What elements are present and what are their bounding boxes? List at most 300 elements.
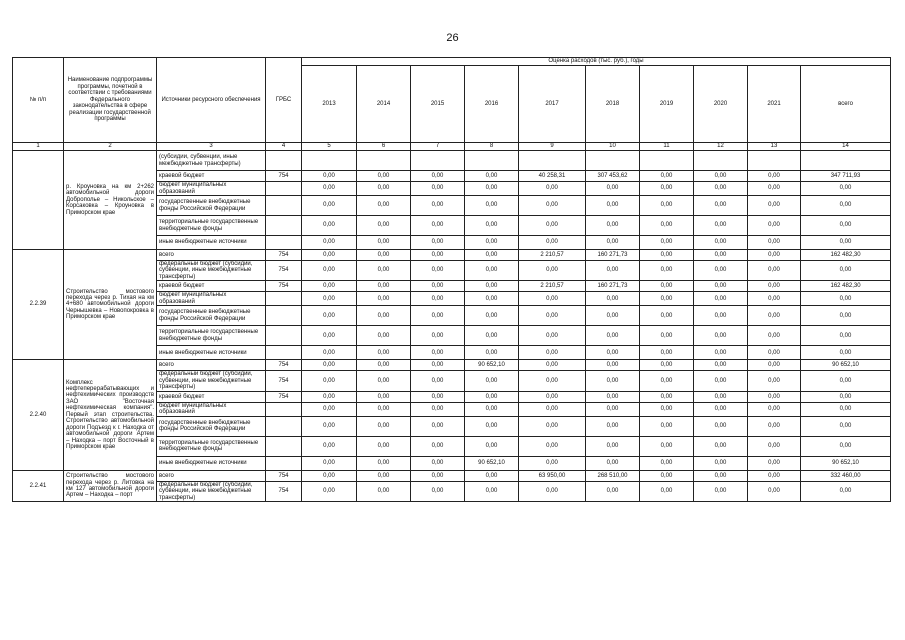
row-number: 2.2.41 xyxy=(13,470,64,501)
grbs-code: 754 xyxy=(266,360,302,371)
header-year: 2017 xyxy=(519,66,586,143)
amount-cell: 0,00 xyxy=(801,402,891,416)
amount-cell: 0,00 xyxy=(411,391,465,402)
grbs-code xyxy=(266,326,302,346)
grbs-code xyxy=(266,416,302,436)
amount-cell: 0,00 xyxy=(640,196,694,216)
amount-cell: 332 460,00 xyxy=(801,470,891,481)
column-number: 11 xyxy=(640,143,694,151)
amount-cell: 0,00 xyxy=(357,391,411,402)
column-number: 3 xyxy=(157,143,266,151)
grbs-code xyxy=(266,402,302,416)
amount-cell: 0,00 xyxy=(801,261,891,281)
amount-cell: 0,00 xyxy=(465,371,519,391)
project-name: р. Кроуновка на км 2+262 автомобильной дороги Доброполье – Никольское – Корсаковка – Кроуновка в Приморском крае xyxy=(64,151,157,250)
amount-cell: 0,00 xyxy=(694,281,748,292)
amount-cell: 0,00 xyxy=(801,196,891,216)
amount-cell: 0,00 xyxy=(357,326,411,346)
table-row xyxy=(13,250,891,261)
amount-cell: 0,00 xyxy=(302,470,357,481)
amount-cell: 0,00 xyxy=(801,326,891,346)
amount-cell: 90 652,10 xyxy=(801,456,891,470)
amount-cell: 0,00 xyxy=(748,371,801,391)
amount-cell: 0,00 xyxy=(465,171,519,182)
amount-cell: 0,00 xyxy=(640,261,694,281)
table-row xyxy=(13,470,891,481)
amount-cell: 0,00 xyxy=(357,216,411,236)
column-number: 13 xyxy=(748,143,801,151)
amount-cell: 0,00 xyxy=(640,436,694,456)
funding-source: иные внебюджетные источники xyxy=(157,236,266,250)
amount-cell: 0,00 xyxy=(519,261,586,281)
funding-source: всего xyxy=(157,470,266,481)
column-number: 4 xyxy=(266,143,302,151)
funding-source: федеральный бюджет (субсидии, субвенции, иные межбюджетные трансферты) xyxy=(157,261,266,281)
amount-cell: 0,00 xyxy=(694,236,748,250)
grbs-code: 754 xyxy=(266,470,302,481)
amount-cell: 0,00 xyxy=(748,456,801,470)
amount-cell: 0,00 xyxy=(640,456,694,470)
funding-source: территориальные государственные внебюджетные фонды xyxy=(157,436,266,456)
header-expense-span: Оценка расходов (тыс. руб.), годы xyxy=(302,58,891,66)
amount-cell: 0,00 xyxy=(640,306,694,326)
amount-cell: 0,00 xyxy=(302,360,357,371)
funding-source: всего xyxy=(157,360,266,371)
header-name: Наименование подпрограммы программы, почетной в соответствии с требованиями Федерального законодательства в сфере реализации государственной программы xyxy=(64,58,157,143)
amount-cell xyxy=(357,151,411,171)
amount-cell: 0,00 xyxy=(302,346,357,360)
amount-cell: 0,00 xyxy=(640,360,694,371)
amount-cell: 0,00 xyxy=(411,182,465,196)
amount-cell: 0,00 xyxy=(465,236,519,250)
amount-cell: 0,00 xyxy=(357,261,411,281)
amount-cell: 0,00 xyxy=(586,481,640,501)
amount-cell: 0,00 xyxy=(519,292,586,306)
amount-cell: 0,00 xyxy=(586,306,640,326)
amount-cell xyxy=(465,151,519,171)
amount-cell: 0,00 xyxy=(586,436,640,456)
funding-source: федеральный бюджет (субсидии, субвенции, иные межбюджетные трансферты) xyxy=(157,481,266,501)
grbs-code: 754 xyxy=(266,281,302,292)
amount-cell: 0,00 xyxy=(357,470,411,481)
amount-cell: 0,00 xyxy=(411,236,465,250)
amount-cell: 0,00 xyxy=(302,261,357,281)
amount-cell: 90 652,10 xyxy=(801,360,891,371)
amount-cell xyxy=(748,151,801,171)
amount-cell: 162 482,30 xyxy=(801,250,891,261)
amount-cell: 0,00 xyxy=(465,416,519,436)
amount-cell: 0,00 xyxy=(748,470,801,481)
amount-cell: 0,00 xyxy=(357,481,411,501)
amount-cell: 0,00 xyxy=(465,182,519,196)
amount-cell: 0,00 xyxy=(519,326,586,346)
amount-cell: 0,00 xyxy=(519,371,586,391)
amount-cell: 0,00 xyxy=(411,402,465,416)
amount-cell: 0,00 xyxy=(302,481,357,501)
amount-cell: 0,00 xyxy=(519,346,586,360)
amount-cell: 0,00 xyxy=(640,416,694,436)
amount-cell: 0,00 xyxy=(748,261,801,281)
amount-cell: 0,00 xyxy=(640,391,694,402)
amount-cell: 0,00 xyxy=(694,416,748,436)
amount-cell: 0,00 xyxy=(586,360,640,371)
amount-cell xyxy=(411,151,465,171)
amount-cell: 0,00 xyxy=(357,292,411,306)
amount-cell: 0,00 xyxy=(748,306,801,326)
amount-cell: 0,00 xyxy=(586,236,640,250)
amount-cell: 0,00 xyxy=(519,360,586,371)
amount-cell: 0,00 xyxy=(748,281,801,292)
column-number: 14 xyxy=(801,143,891,151)
amount-cell xyxy=(302,151,357,171)
amount-cell: 0,00 xyxy=(411,360,465,371)
amount-cell: 0,00 xyxy=(640,281,694,292)
amount-cell xyxy=(586,151,640,171)
amount-cell: 0,00 xyxy=(640,182,694,196)
grbs-code xyxy=(266,182,302,196)
amount-cell: 0,00 xyxy=(411,216,465,236)
amount-cell: 0,00 xyxy=(411,281,465,292)
funding-source: краевой бюджет xyxy=(157,281,266,292)
grbs-code xyxy=(266,292,302,306)
funding-source: государственные внебюджетные фонды Российской Федерации xyxy=(157,416,266,436)
amount-cell xyxy=(801,151,891,171)
project-name: Комплекс нефтеперерабатывающих и нефтехимических производств ЗАО "Восточная нефтехимическая компания". Первый этап строительства. Строительство автомобильной дороги Подъезд к г. Находка от автомобильной дороги Артем – Находка – порт Восточный в Приморском крае xyxy=(64,360,157,470)
amount-cell: 0,00 xyxy=(302,436,357,456)
amount-cell: 0,00 xyxy=(801,416,891,436)
amount-cell: 0,00 xyxy=(302,391,357,402)
header-year: 2015 xyxy=(411,66,465,143)
funding-source: государственные внебюджетные фонды Российской Федерации xyxy=(157,306,266,326)
amount-cell: 0,00 xyxy=(748,346,801,360)
amount-cell: 0,00 xyxy=(748,236,801,250)
column-number-row xyxy=(13,143,891,151)
amount-cell: 0,00 xyxy=(748,436,801,456)
amount-cell: 0,00 xyxy=(519,436,586,456)
amount-cell: 0,00 xyxy=(586,261,640,281)
amount-cell: 0,00 xyxy=(586,346,640,360)
amount-cell: 0,00 xyxy=(694,216,748,236)
funding-source: федеральный бюджет (субсидии, субвенции, иные межбюджетные трансферты) xyxy=(157,371,266,391)
grbs-code xyxy=(266,151,302,171)
amount-cell: 0,00 xyxy=(411,306,465,326)
table-row xyxy=(13,151,891,171)
row-number: 2.2.40 xyxy=(13,360,64,470)
header-year: 2021 xyxy=(748,66,801,143)
amount-cell: 0,00 xyxy=(640,171,694,182)
amount-cell: 0,00 xyxy=(640,346,694,360)
amount-cell: 0,00 xyxy=(519,236,586,250)
amount-cell: 0,00 xyxy=(519,306,586,326)
amount-cell: 0,00 xyxy=(694,456,748,470)
amount-cell: 0,00 xyxy=(748,196,801,216)
grbs-code xyxy=(266,346,302,360)
column-number: 9 xyxy=(519,143,586,151)
amount-cell: 0,00 xyxy=(357,416,411,436)
amount-cell: 0,00 xyxy=(801,216,891,236)
amount-cell: 0,00 xyxy=(801,236,891,250)
amount-cell: 0,00 xyxy=(748,292,801,306)
funding-source: всего xyxy=(157,250,266,261)
amount-cell: 0,00 xyxy=(465,281,519,292)
amount-cell xyxy=(694,151,748,171)
amount-cell: 0,00 xyxy=(302,292,357,306)
amount-cell: 0,00 xyxy=(519,481,586,501)
amount-cell: 0,00 xyxy=(640,371,694,391)
amount-cell: 0,00 xyxy=(694,171,748,182)
amount-cell: 0,00 xyxy=(801,306,891,326)
row-number xyxy=(13,151,64,250)
amount-cell: 0,00 xyxy=(302,402,357,416)
amount-cell: 0,00 xyxy=(694,470,748,481)
amount-cell: 0,00 xyxy=(411,470,465,481)
amount-cell: 0,00 xyxy=(411,250,465,261)
amount-cell: 0,00 xyxy=(465,326,519,346)
funding-source: бюджет муниципальных образований xyxy=(157,402,266,416)
grbs-code: 754 xyxy=(266,481,302,501)
amount-cell: 0,00 xyxy=(748,250,801,261)
amount-cell: 2 210,57 xyxy=(519,250,586,261)
amount-cell: 0,00 xyxy=(586,391,640,402)
amount-cell: 0,00 xyxy=(302,216,357,236)
amount-cell: 0,00 xyxy=(465,292,519,306)
amount-cell: 0,00 xyxy=(357,306,411,326)
amount-cell: 0,00 xyxy=(586,196,640,216)
header-year: 2018 xyxy=(586,66,640,143)
amount-cell: 0,00 xyxy=(694,182,748,196)
amount-cell: 2 210,57 xyxy=(519,281,586,292)
amount-cell: 0,00 xyxy=(694,261,748,281)
amount-cell: 0,00 xyxy=(694,306,748,326)
amount-cell: 0,00 xyxy=(302,171,357,182)
amount-cell: 0,00 xyxy=(357,402,411,416)
column-number: 6 xyxy=(357,143,411,151)
amount-cell: 0,00 xyxy=(302,236,357,250)
amount-cell xyxy=(640,151,694,171)
amount-cell: 0,00 xyxy=(357,182,411,196)
header-source: Источники ресурсного обеспечения xyxy=(157,58,266,143)
amount-cell: 0,00 xyxy=(801,182,891,196)
amount-cell: 0,00 xyxy=(640,292,694,306)
amount-cell: 0,00 xyxy=(748,216,801,236)
funding-source: территориальные государственные внебюджетные фонды xyxy=(157,326,266,346)
amount-cell: 0,00 xyxy=(357,346,411,360)
amount-cell: 0,00 xyxy=(694,391,748,402)
amount-cell: 0,00 xyxy=(411,346,465,360)
table-body xyxy=(13,143,891,502)
amount-cell: 0,00 xyxy=(411,456,465,470)
header-num: № п/п xyxy=(13,58,64,143)
header-year: 2019 xyxy=(640,66,694,143)
amount-cell: 0,00 xyxy=(465,306,519,326)
amount-cell: 90 652,10 xyxy=(465,456,519,470)
grbs-code: 754 xyxy=(266,171,302,182)
amount-cell: 0,00 xyxy=(302,182,357,196)
amount-cell: 0,00 xyxy=(302,281,357,292)
amount-cell: 0,00 xyxy=(302,456,357,470)
amount-cell: 0,00 xyxy=(694,371,748,391)
project-name: Строительство мостового перехода через р. Литовка на км 127 автомобильной дороги Артем – Находка – порт xyxy=(64,470,157,501)
amount-cell: 0,00 xyxy=(748,171,801,182)
amount-cell: 0,00 xyxy=(801,346,891,360)
amount-cell: 0,00 xyxy=(586,456,640,470)
amount-cell: 0,00 xyxy=(586,326,640,346)
amount-cell: 0,00 xyxy=(465,196,519,216)
amount-cell: 0,00 xyxy=(801,292,891,306)
project-name: Строительство мостового перехода через р. Тихая на км 4+680 автомобильной дороги Чернышевка – Новопокровка в Приморском крае xyxy=(64,250,157,360)
amount-cell: 0,00 xyxy=(748,402,801,416)
grbs-code xyxy=(266,306,302,326)
amount-cell: 0,00 xyxy=(411,436,465,456)
grbs-code: 754 xyxy=(266,371,302,391)
amount-cell: 0,00 xyxy=(694,436,748,456)
amount-cell: 160 271,73 xyxy=(586,250,640,261)
amount-cell: 0,00 xyxy=(640,216,694,236)
funding-source: бюджет муниципальных образований xyxy=(157,182,266,196)
amount-cell: 0,00 xyxy=(748,326,801,346)
amount-cell: 307 453,62 xyxy=(586,171,640,182)
amount-cell: 0,00 xyxy=(586,216,640,236)
amount-cell: 0,00 xyxy=(357,436,411,456)
amount-cell: 0,00 xyxy=(465,250,519,261)
header-year: 2020 xyxy=(694,66,748,143)
amount-cell: 0,00 xyxy=(465,391,519,402)
amount-cell: 0,00 xyxy=(519,196,586,216)
amount-cell: 0,00 xyxy=(465,470,519,481)
amount-cell: 347 711,93 xyxy=(801,171,891,182)
amount-cell: 0,00 xyxy=(694,481,748,501)
header-year: всего xyxy=(801,66,891,143)
grbs-code xyxy=(266,196,302,216)
amount-cell: 0,00 xyxy=(694,402,748,416)
amount-cell: 0,00 xyxy=(801,391,891,402)
amount-cell: 0,00 xyxy=(801,436,891,456)
amount-cell: 0,00 xyxy=(640,236,694,250)
amount-cell: 0,00 xyxy=(357,171,411,182)
amount-cell: 0,00 xyxy=(748,481,801,501)
amount-cell: 0,00 xyxy=(357,236,411,250)
amount-cell: 0,00 xyxy=(302,196,357,216)
amount-cell: 40 258,31 xyxy=(519,171,586,182)
amount-cell: 0,00 xyxy=(640,402,694,416)
grbs-code xyxy=(266,236,302,250)
amount-cell: 0,00 xyxy=(302,416,357,436)
amount-cell: 0,00 xyxy=(302,371,357,391)
amount-cell: 0,00 xyxy=(357,371,411,391)
amount-cell: 0,00 xyxy=(640,470,694,481)
grbs-code xyxy=(266,456,302,470)
amount-cell: 0,00 xyxy=(519,416,586,436)
amount-cell: 0,00 xyxy=(465,436,519,456)
amount-cell: 0,00 xyxy=(411,481,465,501)
header-grbs: ГРБС xyxy=(266,58,302,143)
amount-cell: 0,00 xyxy=(465,402,519,416)
amount-cell: 0,00 xyxy=(302,306,357,326)
column-number: 7 xyxy=(411,143,465,151)
amount-cell: 0,00 xyxy=(411,326,465,346)
header-year: 2014 xyxy=(357,66,411,143)
funding-source: бюджет муниципальных образований xyxy=(157,292,266,306)
amount-cell: 90 652,10 xyxy=(465,360,519,371)
amount-cell: 0,00 xyxy=(640,326,694,346)
grbs-code: 754 xyxy=(266,261,302,281)
column-number: 5 xyxy=(302,143,357,151)
grbs-code xyxy=(266,436,302,456)
amount-cell: 0,00 xyxy=(519,391,586,402)
amount-cell: 0,00 xyxy=(586,371,640,391)
funding-source: иные внебюджетные источники xyxy=(157,456,266,470)
funding-source: территориальные государственные внебюджетные фонды xyxy=(157,216,266,236)
amount-cell: 0,00 xyxy=(519,456,586,470)
table-row xyxy=(13,360,891,371)
amount-cell: 0,00 xyxy=(694,292,748,306)
amount-cell: 0,00 xyxy=(302,326,357,346)
amount-cell: 63 950,00 xyxy=(519,470,586,481)
amount-cell: 0,00 xyxy=(519,402,586,416)
grbs-code: 754 xyxy=(266,250,302,261)
amount-cell: 0,00 xyxy=(694,346,748,360)
amount-cell: 0,00 xyxy=(748,391,801,402)
amount-cell: 0,00 xyxy=(586,292,640,306)
amount-cell: 0,00 xyxy=(411,416,465,436)
amount-cell: 268 510,00 xyxy=(586,470,640,481)
amount-cell: 0,00 xyxy=(411,196,465,216)
funding-source: краевой бюджет xyxy=(157,391,266,402)
amount-cell: 0,00 xyxy=(411,292,465,306)
header-row-top xyxy=(13,58,891,66)
amount-cell: 0,00 xyxy=(411,371,465,391)
column-number: 12 xyxy=(694,143,748,151)
amount-cell: 0,00 xyxy=(801,371,891,391)
amount-cell: 0,00 xyxy=(586,402,640,416)
amount-cell: 0,00 xyxy=(748,182,801,196)
amount-cell: 0,00 xyxy=(694,360,748,371)
amount-cell: 0,00 xyxy=(694,250,748,261)
amount-cell: 0,00 xyxy=(465,261,519,281)
column-number: 10 xyxy=(586,143,640,151)
funding-source: краевой бюджет xyxy=(157,171,266,182)
grbs-code: 754 xyxy=(266,391,302,402)
funding-source: государственные внебюджетные фонды Российской Федерации xyxy=(157,196,266,216)
amount-cell: 0,00 xyxy=(357,281,411,292)
amount-cell: 0,00 xyxy=(640,481,694,501)
amount-cell: 0,00 xyxy=(801,481,891,501)
column-number: 8 xyxy=(465,143,519,151)
amount-cell: 0,00 xyxy=(694,326,748,346)
amount-cell: 0,00 xyxy=(519,216,586,236)
grbs-code xyxy=(266,216,302,236)
amount-cell: 0,00 xyxy=(465,346,519,360)
amount-cell: 0,00 xyxy=(465,481,519,501)
funding-source: (субсидии, субвенции, иные межбюджетные трансферты) xyxy=(157,151,266,171)
amount-cell: 0,00 xyxy=(748,416,801,436)
amount-cell: 0,00 xyxy=(519,182,586,196)
header-year: 2013 xyxy=(302,66,357,143)
amount-cell: 0,00 xyxy=(357,196,411,216)
header-year: 2016 xyxy=(465,66,519,143)
amount-cell: 0,00 xyxy=(302,250,357,261)
page-number: 26 xyxy=(446,32,459,44)
amount-cell xyxy=(519,151,586,171)
budget-table xyxy=(12,57,891,502)
amount-cell: 0,00 xyxy=(357,360,411,371)
column-number: 1 xyxy=(13,143,64,151)
amount-cell: 0,00 xyxy=(357,456,411,470)
amount-cell: 0,00 xyxy=(411,261,465,281)
amount-cell: 0,00 xyxy=(357,250,411,261)
amount-cell: 160 271,73 xyxy=(586,281,640,292)
amount-cell: 0,00 xyxy=(586,416,640,436)
